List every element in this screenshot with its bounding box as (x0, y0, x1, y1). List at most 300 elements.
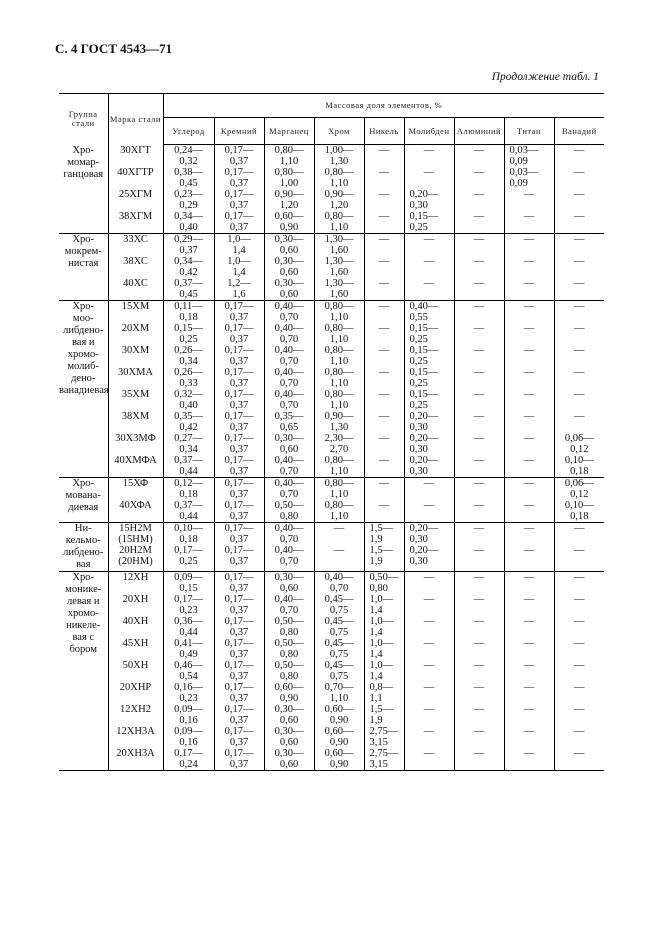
steel-grade (109, 278, 163, 300)
composition-value-line: 0,30— (274, 433, 304, 444)
composition-value-line: 0,18 (570, 466, 589, 477)
steel-grade (109, 167, 163, 189)
composition-value (455, 748, 504, 770)
composition-value (265, 411, 314, 433)
composition-value-line: 0,40— (274, 594, 304, 605)
composition-value-line: — (523, 411, 535, 422)
composition-value (505, 189, 554, 211)
steel-grade-line: 15ХМ (121, 301, 150, 312)
steel-grade-line: 20ХН (122, 594, 149, 605)
composition-value-line: 0,60 (279, 583, 299, 594)
composition-value (365, 211, 404, 233)
composition-value (265, 433, 314, 455)
steel-group-row (59, 234, 604, 301)
steel-grade-line: 33ХС (123, 234, 148, 245)
composition-value (505, 638, 554, 660)
composition-value-line: 0,60 (279, 245, 299, 256)
composition-value-line: 0,09 (509, 156, 528, 167)
composition-value (455, 256, 504, 278)
composition-value-line: 0,17— (224, 167, 254, 178)
steel-grade-line: 38ХМ (121, 411, 150, 422)
steel-grade-line: 20ХМ (121, 323, 150, 334)
composition-value (265, 748, 314, 770)
composition-value-line: 0,40— (274, 389, 304, 400)
column-header-mass-fraction: Массовая доля элементов, % (163, 94, 604, 118)
composition-value (555, 345, 605, 367)
composition-value-line: 0,80— (324, 500, 354, 511)
composition-value (365, 545, 404, 567)
steel-grade (109, 726, 163, 748)
composition-value (315, 234, 364, 256)
composition-value-line: 0,26— (174, 345, 203, 356)
group-name-line: хромо- (67, 349, 99, 360)
composition-value-line: 0,20— (409, 411, 439, 422)
composition-value-line: 0,65 (279, 422, 299, 433)
composition-value-line: — (473, 189, 485, 200)
table-body (59, 145, 604, 771)
composition-value-line: 0,45— (324, 660, 354, 671)
composition-value (505, 455, 554, 477)
composition-value-line: 0,90 (329, 737, 349, 748)
composition-value-line: 0,44 (179, 627, 198, 638)
steel-grade-line: 40ХФА (119, 500, 152, 511)
composition-value (215, 367, 264, 389)
composition-value (505, 660, 554, 682)
composition-value-line: 0,09— (174, 704, 203, 715)
composition-value-line: — (523, 256, 535, 267)
composition-value (265, 189, 314, 211)
composition-value-line: 0,20— (409, 545, 439, 556)
composition-value (365, 616, 404, 638)
composition-value-line: 0,70 (279, 378, 299, 389)
composition-value (215, 411, 264, 433)
composition-value-line: — (574, 411, 585, 422)
element-column (454, 234, 504, 301)
element-column (504, 478, 554, 523)
composition-value (365, 323, 404, 345)
composition-value-line: 0,30— (274, 572, 304, 583)
composition-value-line: 0,40 (179, 222, 198, 233)
steel-grade (109, 500, 163, 522)
element-column (214, 523, 264, 572)
composition-value-line: — (523, 345, 535, 356)
composition-value (315, 726, 364, 748)
composition-value-line: 0,30 (409, 200, 428, 211)
composition-value-line: — (423, 234, 435, 245)
composition-value (164, 523, 214, 545)
composition-value (265, 682, 314, 704)
composition-value-line: — (473, 616, 485, 627)
steel-grade-line: 25ХГМ (118, 188, 153, 200)
composition-value (265, 278, 314, 300)
composition-value (265, 616, 314, 638)
composition-value-line: 0,25 (409, 378, 428, 389)
composition-value-line: 0,60— (324, 726, 354, 737)
composition-value-line: 0,80 (279, 649, 299, 660)
composition-value-line: 0,17— (224, 389, 254, 400)
composition-value-line: — (574, 145, 585, 156)
composition-value (555, 500, 605, 522)
composition-value-line: 0,37 (229, 715, 249, 726)
composition-value-line: 1,10 (329, 378, 349, 389)
composition-value (555, 478, 605, 500)
composition-value-line: 1,9 (369, 556, 383, 567)
element-column (364, 478, 404, 523)
steel-grade-line: 30ХМА (117, 367, 153, 378)
composition-value-line: — (523, 523, 535, 534)
composition-value-line: 0,70 (329, 583, 349, 594)
composition-value (555, 278, 605, 300)
composition-value-line: — (378, 278, 390, 289)
composition-value (265, 323, 314, 345)
composition-value (505, 545, 554, 567)
composition-value-line: 0,44 (179, 466, 198, 477)
composition-value (405, 638, 454, 660)
composition-value-line: 0,80 (279, 511, 299, 522)
steel-grade-column (108, 478, 163, 523)
composition-value-line: 3,15 (369, 759, 388, 770)
composition-value (455, 301, 504, 323)
composition-value (455, 572, 504, 594)
composition-value-line: 0,17— (224, 748, 254, 759)
composition-value (164, 704, 214, 726)
composition-value-line: — (473, 726, 485, 737)
composition-value (505, 145, 554, 167)
composition-value (555, 323, 605, 345)
composition-value-line: 0,37 (229, 737, 249, 748)
steel-grade-line: 12ХН2 (120, 704, 151, 715)
column-header-element: Хром (314, 118, 364, 145)
composition-value (455, 167, 504, 189)
composition-value-line: 0,09— (174, 726, 203, 737)
composition-value-line: 0,80— (324, 345, 354, 356)
composition-value (555, 234, 605, 256)
composition-value (405, 278, 454, 300)
steel-grade (109, 345, 163, 367)
composition-value (365, 704, 404, 726)
group-name-line: мокрем- (64, 246, 102, 257)
group-name-line: нистая (68, 258, 99, 269)
composition-value-line: 0,70 (279, 466, 299, 477)
composition-value-line: 1,0— (227, 234, 251, 245)
steel-grade (109, 682, 163, 704)
composition-value-line: 1,9 (369, 534, 383, 545)
composition-value-line: 0,15— (409, 389, 439, 400)
composition-value (505, 500, 554, 522)
composition-value-line: — (574, 234, 585, 245)
composition-value-line: 0,90— (274, 189, 304, 200)
composition-value (215, 638, 264, 660)
composition-value (365, 389, 404, 411)
composition-value-line: 0,37 (229, 334, 249, 345)
composition-value (405, 145, 454, 167)
composition-value-line: 0,29 (179, 200, 198, 211)
composition-value (365, 278, 404, 300)
composition-value-line: — (423, 748, 435, 759)
composition-value-line: — (423, 478, 435, 489)
composition-value (315, 660, 364, 682)
steel-grade (109, 323, 163, 345)
composition-value-line: — (473, 301, 485, 312)
composition-value (455, 433, 504, 455)
composition-value-line: 0,12 (570, 444, 589, 455)
composition-value (164, 323, 214, 345)
steel-grade-line: 12ХН (122, 572, 149, 583)
composition-value-line: — (523, 638, 535, 649)
composition-value (405, 211, 454, 233)
composition-value-line: 0,37 (229, 200, 249, 211)
element-column (554, 478, 604, 523)
steel-grade-line: 30ХГТ (120, 144, 151, 156)
composition-value (405, 411, 454, 433)
composition-value (164, 616, 214, 638)
composition-value (405, 234, 454, 256)
composition-value-line: — (523, 278, 535, 289)
composition-value (365, 167, 404, 189)
composition-value-line: 1,00— (324, 145, 354, 156)
composition-value-line: 0,37 (229, 378, 249, 389)
composition-value-line: 0,90 (329, 759, 349, 770)
steel-grade-line: 45ХН (122, 638, 149, 649)
element-column (314, 145, 364, 234)
composition-value-line: 0,25 (409, 356, 428, 367)
steel-grade-line: 15ХФ (122, 478, 149, 489)
composition-value (315, 211, 364, 233)
composition-value (365, 455, 404, 477)
composition-value (315, 189, 364, 211)
composition-value-line: — (473, 594, 485, 605)
composition-value-line: 0,24 (179, 759, 198, 770)
composition-value (164, 478, 214, 500)
element-column (554, 145, 604, 234)
composition-value (164, 638, 214, 660)
composition-value (215, 345, 264, 367)
composition-value-line: 1,4 (369, 671, 383, 682)
composition-value-line: — (473, 455, 485, 466)
composition-value (265, 234, 314, 256)
composition-value (164, 500, 214, 522)
composition-value-line: — (378, 389, 390, 400)
composition-value-line: 1,10 (329, 334, 349, 345)
composition-value (555, 189, 605, 211)
composition-value-line: — (523, 660, 535, 671)
composition-value-line: — (473, 367, 485, 378)
composition-value-line: 0,90 (329, 715, 349, 726)
composition-value-line: — (423, 682, 435, 693)
steel-grade-column (108, 234, 163, 301)
composition-value (455, 545, 504, 567)
composition-value-line: 0,06— (564, 433, 594, 444)
composition-value-line: 0,50— (369, 572, 399, 583)
composition-value-line: 0,40— (274, 478, 304, 489)
steel-grade (109, 455, 163, 477)
composition-value-line: 0,90 (279, 693, 299, 704)
composition-value (365, 660, 404, 682)
composition-value-line: — (473, 433, 485, 444)
composition-value-line: — (574, 256, 585, 267)
element-column (264, 145, 314, 234)
composition-value-line: 0,17— (224, 211, 254, 222)
steel-grade-line: 40ХГТР (117, 166, 154, 178)
composition-value-line: 0,25 (409, 334, 428, 345)
composition-value-line: 1,4 (369, 649, 383, 660)
composition-value-line: 0,15— (409, 345, 439, 356)
composition-value-line: 0,37 (229, 444, 249, 455)
composition-value (164, 167, 214, 189)
steel-grade-column (108, 523, 163, 572)
composition-value-line: 0,60 (279, 444, 299, 455)
composition-value-line: 0,75 (329, 605, 349, 616)
composition-value-line: 0,70 (279, 489, 299, 500)
composition-value-line: 0,37 (229, 583, 249, 594)
composition-value-line: 2,30— (324, 433, 354, 444)
composition-value (365, 433, 404, 455)
composition-value-line: — (423, 256, 435, 267)
composition-value-line: 0,17— (224, 660, 254, 671)
composition-value-line: 0,23 (179, 605, 198, 616)
composition-value-line: — (523, 500, 535, 511)
composition-value (555, 167, 605, 189)
composition-value-line: 0,30 (409, 422, 428, 433)
composition-value-line: 0,37— (174, 500, 203, 511)
composition-value (164, 234, 214, 256)
steel-grade (109, 748, 163, 770)
composition-value (405, 301, 454, 323)
steel-group-row (59, 478, 604, 523)
element-column (504, 234, 554, 301)
composition-value (505, 433, 554, 455)
composition-value (265, 389, 314, 411)
composition-value (505, 682, 554, 704)
composition-value (164, 411, 214, 433)
element-column (264, 234, 314, 301)
composition-value (405, 500, 454, 522)
composition-value-line: 0,34— (174, 256, 203, 267)
composition-value (215, 167, 264, 189)
composition-value (215, 433, 264, 455)
composition-value (455, 211, 504, 233)
element-column (264, 572, 314, 771)
steel-grade-column (108, 145, 163, 234)
composition-value (164, 748, 214, 770)
composition-value-line: — (523, 726, 535, 737)
composition-value (455, 660, 504, 682)
element-column (404, 145, 454, 234)
element-column (554, 572, 604, 771)
composition-value-line: 0,10— (564, 455, 594, 466)
composition-value-line: 0,30— (274, 748, 304, 759)
composition-value-line: — (473, 323, 485, 334)
composition-value (555, 256, 605, 278)
composition-value-line: 0,37 (229, 693, 249, 704)
composition-value-line: 0,17— (224, 726, 254, 737)
composition-value (405, 433, 454, 455)
composition-value-line: — (378, 500, 390, 511)
element-column (454, 478, 504, 523)
composition-value-line: 0,60— (324, 704, 354, 715)
composition-value-line: 0,80— (274, 145, 304, 156)
composition-value-line: 0,30 (409, 466, 428, 477)
element-column (554, 234, 604, 301)
composition-value-line: 0,30— (274, 726, 304, 737)
composition-value-line: — (473, 748, 485, 759)
composition-value (505, 167, 554, 189)
composition-value (315, 167, 364, 189)
composition-value-line: 0,70 (279, 556, 299, 567)
steel-grade (109, 189, 163, 211)
element-column (454, 572, 504, 771)
column-header-grade: Марка стали (108, 94, 163, 145)
composition-value (555, 411, 605, 433)
table-continuation-label: Продолжение табл. 1 (491, 71, 599, 83)
composition-value-line: 1,30— (324, 234, 354, 245)
composition-value (405, 572, 454, 594)
composition-value-line: — (523, 682, 535, 693)
steel-grade-line: 38ХГМ (118, 210, 153, 222)
element-column (163, 478, 214, 523)
steel-group-row (59, 145, 604, 234)
composition-value-line: 0,40— (409, 301, 439, 312)
composition-value-line: 0,80— (324, 478, 354, 489)
composition-value (164, 682, 214, 704)
composition-value-line: — (473, 704, 485, 715)
composition-value (215, 478, 264, 500)
composition-value-line: — (378, 234, 390, 245)
composition-value-line: 0,17— (224, 345, 254, 356)
column-header-element: Кремний (214, 118, 264, 145)
element-column (364, 234, 404, 301)
composition-value-line: — (574, 167, 585, 178)
column-header-element: Молибден (404, 118, 454, 145)
composition-value (265, 660, 314, 682)
composition-value (455, 389, 504, 411)
composition-value (405, 167, 454, 189)
composition-value-line: 0,80— (324, 455, 354, 466)
composition-value-line: 0,35— (174, 411, 203, 422)
element-column (314, 572, 364, 771)
composition-value-line: 0,17— (224, 638, 254, 649)
composition-value-line: 0,30 (409, 534, 428, 545)
composition-value-line: 1,0— (369, 616, 394, 627)
composition-value-line: 0,40— (274, 323, 304, 334)
column-header-group: Группа стали (59, 94, 108, 145)
composition-value-line: — (333, 545, 345, 556)
composition-value (505, 704, 554, 726)
composition-value-line: 0,17— (224, 433, 254, 444)
composition-value (405, 367, 454, 389)
composition-value-line: — (473, 545, 485, 556)
composition-value-line: 0,40 (179, 400, 198, 411)
composition-value-line: 0,54 (179, 671, 198, 682)
composition-value-line: 0,80 (279, 627, 299, 638)
composition-value-line: 1,10 (329, 178, 349, 189)
composition-value (505, 594, 554, 616)
composition-value-line: 0,23— (174, 189, 203, 200)
composition-value-line: 1,4 (369, 605, 383, 616)
composition-value-line: 0,37 (229, 511, 249, 522)
element-column (404, 301, 454, 478)
composition-value-line: 0,03— (509, 145, 539, 156)
composition-value-line: 0,40— (274, 301, 304, 312)
composition-value-line: 0,80— (324, 367, 354, 378)
composition-value (365, 478, 404, 500)
composition-value-line: — (423, 660, 435, 671)
composition-value-line: 1,6 (232, 289, 246, 300)
composition-value (265, 704, 314, 726)
composition-value-line: 0,37 (229, 556, 249, 567)
composition-value-line: 0,18 (570, 511, 589, 522)
steel-grade-column (108, 572, 163, 771)
